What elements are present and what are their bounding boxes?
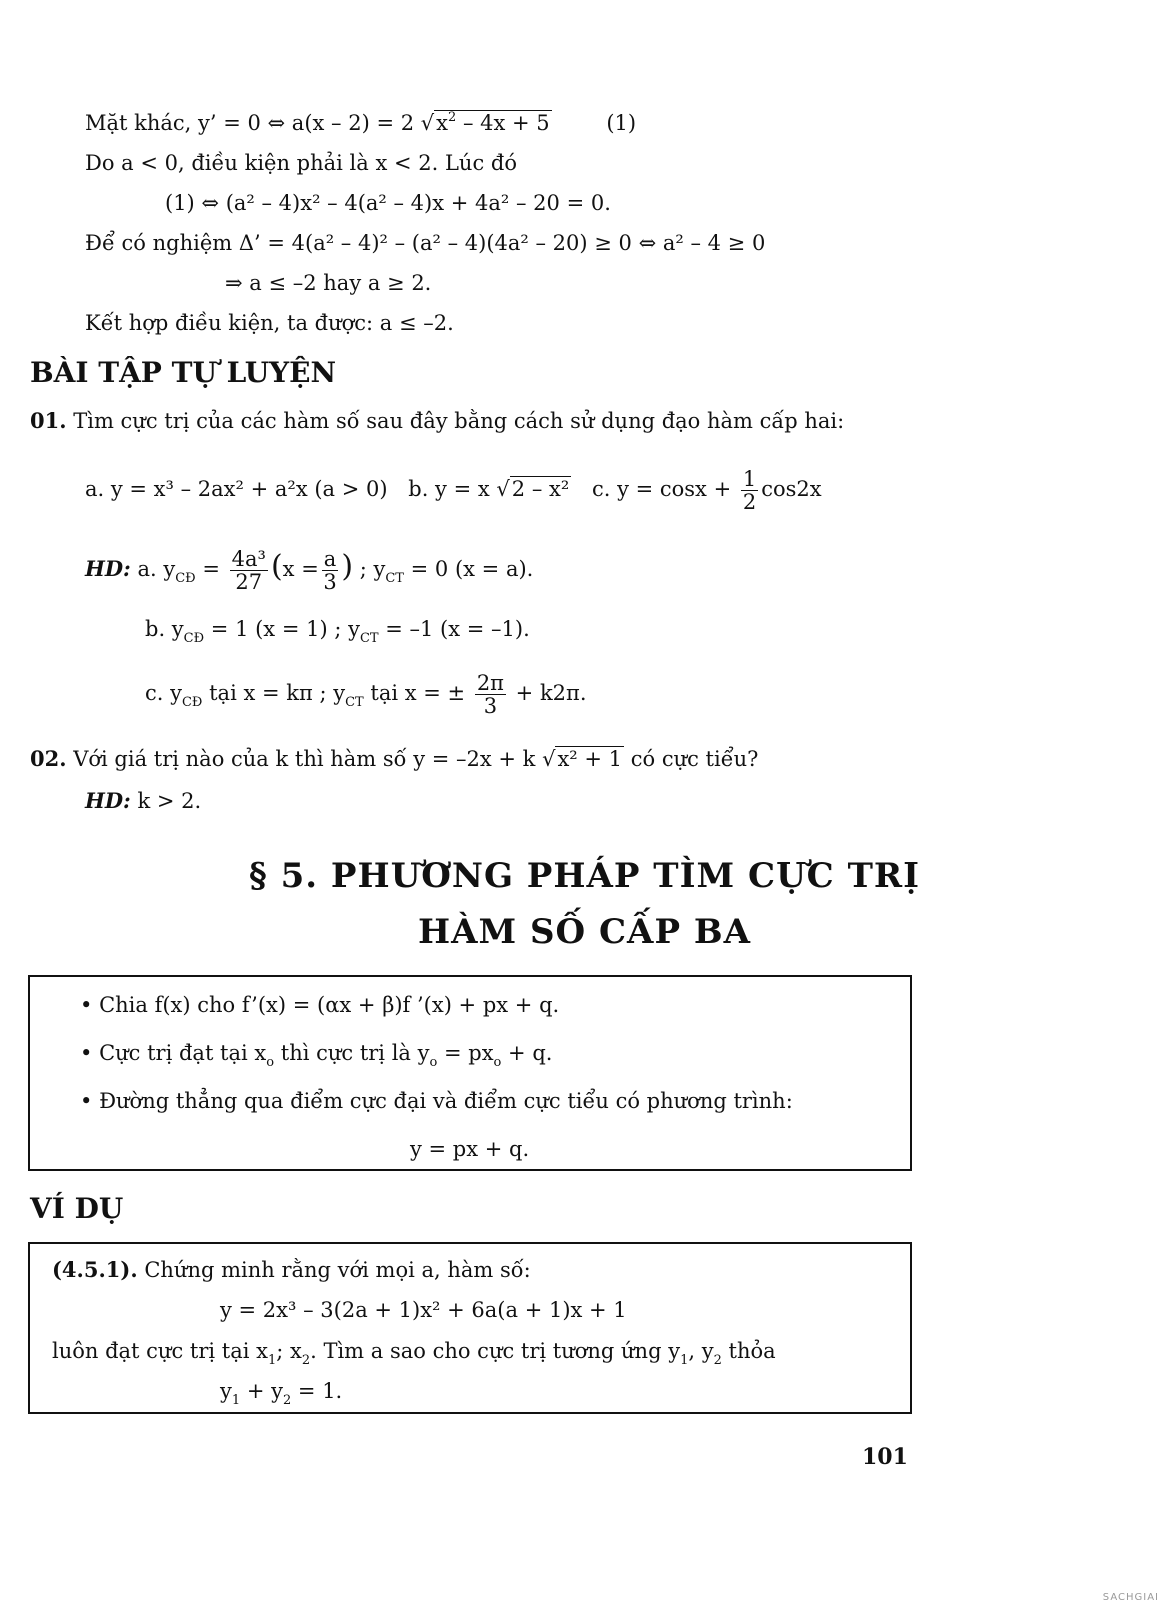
bullet-icon: • xyxy=(80,1089,93,1113)
hint-text: x = xyxy=(282,557,319,581)
bullet-2: • Cực trị đạt tại $x_o$ thì cực trị là $y_o = px_o + q$. xyxy=(80,1041,553,1070)
example-text: , y xyxy=(688,1339,714,1363)
bullet-text: thì cực trị là y xyxy=(274,1041,430,1065)
example-line-1 xyxy=(52,1257,531,1283)
exercise-text: Tìm cực trị của các hàm số sau đây bằng cách sử dụng đạo hàm cấp hai: xyxy=(73,409,845,433)
fraction: $\frac{1}{2}$ xyxy=(742,467,757,514)
example-text: = 1. xyxy=(291,1379,343,1403)
hint-c: c. $y_{CĐ}$ tại x = kπ ; $y_{CT}$ tại x = ± $\frac{2\pi}{3}$ + k2π. xyxy=(145,671,587,718)
hint-text: = –1 (x = –1). xyxy=(378,617,530,641)
hint-text: + k2π. xyxy=(515,681,587,705)
bullet-text: Cực trị đạt tại x xyxy=(99,1041,267,1065)
exercise-02 xyxy=(30,746,758,772)
exercise-01 xyxy=(30,408,844,434)
hint-text: = 0 (x = a). xyxy=(403,557,534,581)
page-number: 101 xyxy=(862,1444,908,1470)
item-a: a. y = x³ – 2ax² + a²x (a > 0) xyxy=(85,477,388,501)
bullet-text: Chia f(x) cho f’(x) = (αx + β)f ’(x) + px + q. xyxy=(99,993,560,1017)
equation-line: ⇒ a ≤ –2 hay a ≥ 2. xyxy=(225,271,432,295)
section-title-line2: HÀM SỐ CẤP BA xyxy=(418,912,751,952)
hint-label: HD: xyxy=(85,788,131,813)
watermark-logo: SACHGIAI xyxy=(1102,1592,1159,1603)
equation-line: (1) ⇔ (a² – 4)x² – 4(a² – 4)x + 4a² – 20 = 0. xyxy=(165,191,611,215)
section-heading-exercises: BÀI TẬP TỰ LUYỆN xyxy=(30,356,337,389)
example-line-2: y = 2x³ – 3(2a + 1)x² + 6a(a + 1)x + 1 xyxy=(220,1298,627,1322)
fraction: $\frac{2\pi}{3}$ xyxy=(476,671,504,718)
bullet-1 xyxy=(80,992,559,1018)
example-text: Chứng minh rằng với mọi a, hàm số: xyxy=(144,1258,531,1282)
example-text: + y xyxy=(240,1379,283,1403)
exercise-01-items xyxy=(85,468,822,513)
exercise-number: 01. xyxy=(30,408,67,433)
radical-sign: √ xyxy=(542,747,556,771)
bullet-icon: • xyxy=(80,993,93,1017)
hint-text: = 1 (x = 1) ; y xyxy=(204,617,360,641)
text-line: Do a < 0, điều kiện phải là x < 2. Lúc đó xyxy=(85,151,517,175)
equation-text: Mặt khác, y’ = 0 ⇔ a(x – 2) = 2 xyxy=(85,111,421,135)
hint-02 xyxy=(85,788,201,814)
fraction: $\frac{\text{4a³}}{27}$ xyxy=(231,547,266,594)
hint-a: HD: a. $y_{CĐ}$ = $\frac{\text{4a³}}{27}$ (x = $\frac{a}{3}$ ) ; $y_{CT} = 0$ (x = a). xyxy=(85,547,534,594)
radical-sign: √ xyxy=(496,477,510,501)
bullet-icon: • xyxy=(80,1041,93,1065)
example-text: luôn đạt cực trị tại x xyxy=(52,1339,268,1363)
bullet-text: Đường thẳng qua điểm cực đại và điểm cực tiểu có phương trình: xyxy=(99,1089,793,1113)
example-text: ; x xyxy=(276,1339,302,1363)
text-line: Để có nghiệm Δ’ = 4(a² – 4)² – (a² – 4)(4a² – 20) ≥ 0 ⇔ a² – 4 ≥ 0 xyxy=(85,231,766,255)
example-label: (4.5.1). xyxy=(52,1257,138,1282)
bullet-3 xyxy=(80,1088,793,1114)
hint-text: b. y xyxy=(145,617,184,641)
item-b-pre: b. y = x xyxy=(408,477,490,501)
hint-text: a. y xyxy=(137,557,176,581)
radicand: $x^2 - 4x + 5$ xyxy=(436,110,550,135)
example-text: thỏa xyxy=(721,1339,776,1363)
hint-text: tại x = ± xyxy=(363,681,466,705)
bullet-3-equation: y = px + q. xyxy=(410,1137,530,1161)
radicand: x² + 1 xyxy=(557,747,623,771)
bullet-text: + q. xyxy=(501,1041,553,1065)
radicand: 2 – x² xyxy=(511,477,570,501)
hint-text: c. y xyxy=(145,681,182,705)
item-c-post: cos2x xyxy=(761,477,822,501)
hint-b: b. $y_{CĐ} = 1$ (x = 1) ; $y_{CT} = -1$ (x = –1). xyxy=(145,617,530,646)
exercise-text: có cực tiểu? xyxy=(630,747,759,771)
text-line: Kết hợp điều kiện, ta được: a ≤ –2. xyxy=(85,311,454,335)
hint-text: k > 2. xyxy=(137,789,202,813)
item-c-pre: c. y = cosx + xyxy=(591,477,732,501)
text-line xyxy=(85,110,636,136)
exercise-number: 02. xyxy=(30,746,67,771)
hint-label: HD: xyxy=(85,556,131,581)
fraction: $\frac{a}{3}$ xyxy=(323,547,337,594)
hint-text: tại x = kπ ; y xyxy=(202,681,346,705)
example-text: . Tìm a sao cho cực trị tương ứng y xyxy=(310,1339,681,1363)
section-heading-example: VÍ DỤ xyxy=(30,1192,124,1225)
example-line-3: luôn đạt cực trị tại $x_1$; $x_2$. Tìm a sao cho cực trị tương ứng $y_1$, $y_2$ thỏa xyxy=(52,1339,776,1368)
bullet-text: = px xyxy=(437,1041,494,1065)
exercise-text: Với giá trị nào của k thì hàm số y = –2x + k xyxy=(73,747,536,771)
example-text: y xyxy=(220,1379,232,1403)
hint-text: ; y xyxy=(359,557,386,581)
section-title-line1: § 5. PHƯƠNG PHÁP TÌM CỰC TRỊ xyxy=(248,856,921,896)
example-line-4: $y_1 + y_2 = 1$. xyxy=(220,1379,343,1408)
equation-number: (1) xyxy=(606,111,637,135)
radical-sign: √ xyxy=(420,111,435,135)
